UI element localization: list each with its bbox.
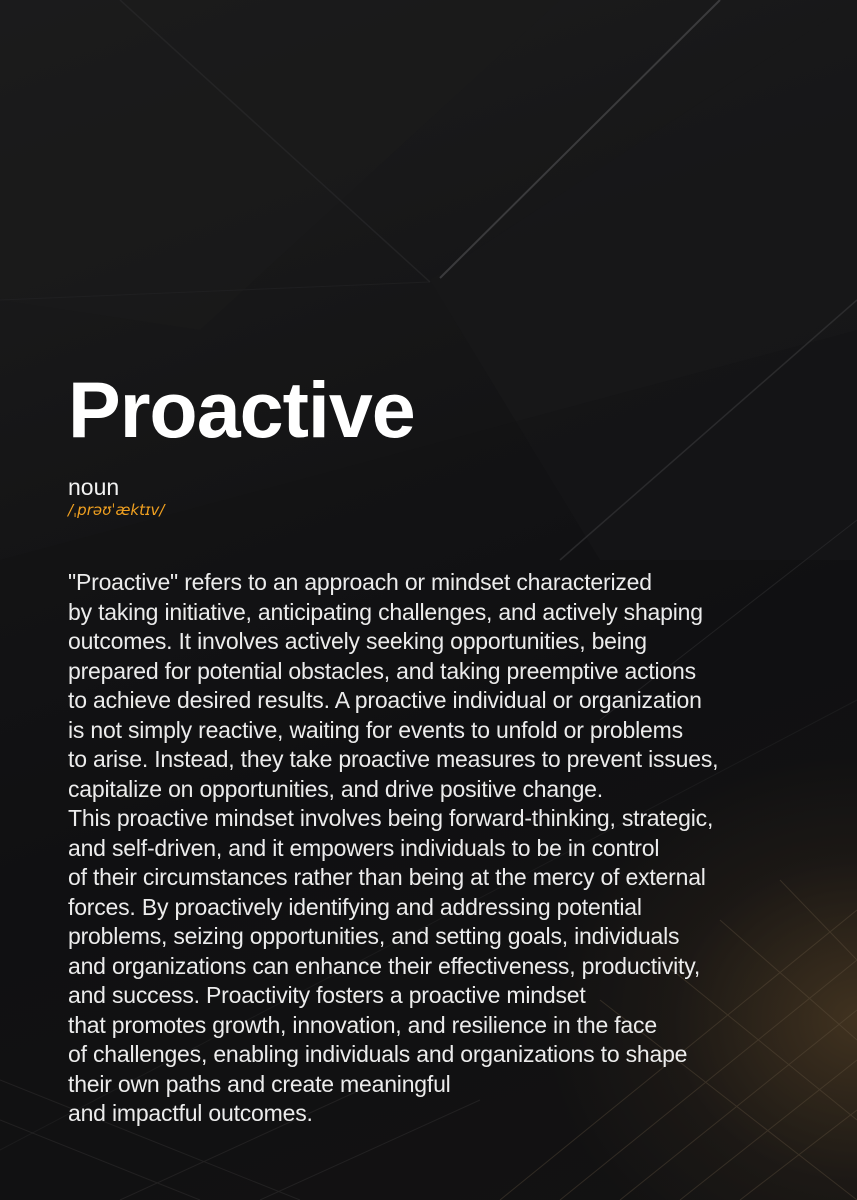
word-title: Proactive [68, 365, 415, 454]
definition-line: forces. By proactively identifying and addressing potential [68, 893, 642, 920]
definition-line: This proactive mindset involves being forward-thinking, strategic, [68, 805, 714, 831]
definition-line: and impactful outcomes. [68, 1100, 313, 1126]
definition-line: capitalize on opportunities, and drive positive change. [68, 775, 603, 802]
definition-line: to arise. Instead, they take proactive measures to prevent issues, [68, 746, 719, 772]
definition-line: prepared for potential obstacles, and taking preemptive actions [68, 657, 696, 684]
part-of-speech: noun [68, 474, 120, 500]
definition-line: their own paths and create meaningful [68, 1070, 451, 1097]
definition-line: of challenges, enabling individuals and organizations to shape [68, 1041, 688, 1067]
definition-line: that promotes growth, innovation, and resilience in the face [68, 1011, 657, 1038]
definition-line: "Proactive" refers to an approach or mindset characterized [68, 569, 652, 595]
definition-line: problems, seizing opportunities, and setting goals, individuals [68, 923, 680, 949]
definition-line: by taking initiative, anticipating challenges, and actively shaping [68, 598, 703, 625]
pronunciation: /ˌprəʊˈæktɪv/ [68, 501, 165, 519]
definition-content [68, 362, 808, 1129]
definition-body [68, 568, 808, 1129]
definition-line: and success. Proactivity fosters a proactive mindset [68, 982, 586, 1008]
definition-line: and organizations can enhance their effectiveness, productivity, [68, 952, 701, 979]
definition-line: outcomes. It involves actively seeking opportunities, being [68, 628, 647, 654]
definition-line: of their circumstances rather than being at the mercy of external [68, 864, 706, 890]
definition-line: to achieve desired results. A proactive individual or organization [68, 687, 702, 713]
definition-line: is not simply reactive, waiting for events to unfold or problems [68, 716, 683, 743]
definition-line: and self-driven, and it empowers individuals to be in control [68, 834, 660, 861]
